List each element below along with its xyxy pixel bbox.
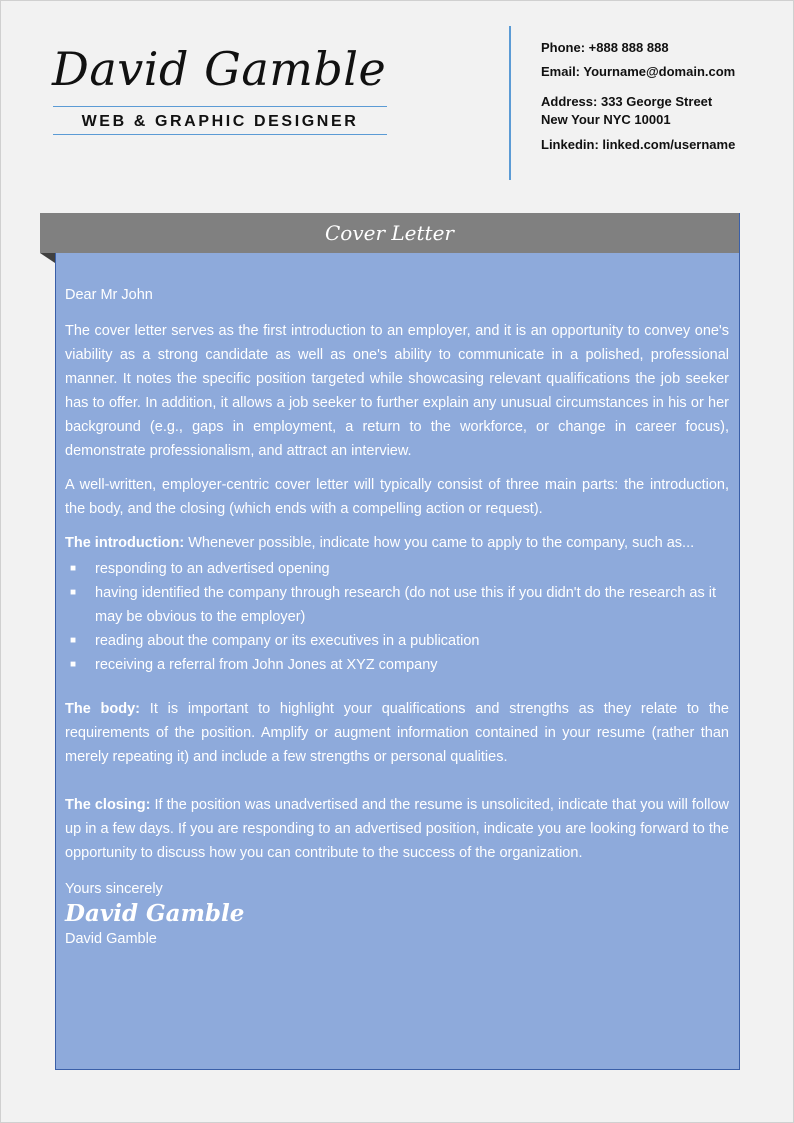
paragraph-structure: A well-written, employer-centric cover letter will typically consist of three main parts: the introduction, the body, and the closing (which ends with a compelling action or request). — [65, 477, 729, 517]
paragraph-closing — [65, 793, 729, 865]
introduction-text: Whenever possible, indicate how you came to apply to the company, such as... — [184, 535, 695, 551]
list-item-text: responding to an advertised opening — [95, 561, 330, 577]
introduction-label: The introduction: — [65, 535, 185, 551]
closing-text: If the position was unadvertised and the resume is unsolicited, indicate that you will follow up in a few days. If you are responding to an advertised position, indicate you are looking forward to the opportunity to discuss how you can contribute to the success of the organization. — [65, 797, 729, 861]
section-title: Cover Letter — [325, 221, 454, 245]
contact-phone: Phone: +888 888 888 — [541, 40, 669, 55]
list-item-text: receiving a referral from John Jones at XYZ company — [95, 657, 438, 673]
list-item — [65, 629, 729, 653]
signer-name: David Gamble — [65, 931, 157, 947]
title-rule-bottom — [53, 134, 387, 135]
header-divider — [509, 26, 511, 180]
square-bullet-icon: ■ — [70, 659, 77, 670]
sign-off: Yours sincerely — [65, 881, 163, 897]
list-item — [65, 557, 729, 581]
title-rule-top — [53, 106, 387, 107]
list-item — [65, 581, 729, 629]
paragraph-body — [65, 697, 729, 769]
greeting: Dear Mr John — [65, 287, 153, 303]
signature: David Gamble — [65, 900, 245, 927]
contact-address-line2: New Your NYC 10001 — [541, 112, 671, 127]
paragraph-introduction — [65, 531, 729, 555]
ribbon-fold — [40, 253, 55, 263]
square-bullet-icon: ■ — [70, 587, 77, 598]
square-bullet-icon: ■ — [70, 635, 77, 646]
introduction-bullet-list — [65, 557, 729, 677]
job-title: WEB & GRAPHIC DESIGNER — [81, 113, 359, 130]
letter-panel-header — [40, 213, 740, 253]
closing-label: The closing: — [65, 797, 151, 813]
contact-linkedin: Linkedin: linked.com/username — [541, 137, 736, 152]
letter-body — [65, 283, 729, 949]
contact-email: Email: Yourname@domain.com — [541, 64, 736, 79]
paragraph-intro-purpose: The cover letter serves as the first introduction to an employer, and it is an opportunity to convey one's viability as a strong candidate as well as one's ability to communicate in a polished, professional manner. It notes the specific position targeted while showcasing relevant qualifications the job seeker has to offer. In addition, it allows a job seeker to further explain any unusual circumstances in his or her background (e.g., gaps in employment, a return to the workforce, or change in career focus), demonstrate professionalism, and attract an interview. — [65, 323, 729, 459]
body-text: It is important to highlight your qualifications and strengths as they relate to the requirements of the position. Amplify or augment information contained in your resume (rather than merely repeating it) and include a few strengths or personal qualities. — [65, 701, 729, 765]
square-bullet-icon: ■ — [70, 563, 77, 574]
applicant-name: David Gamble — [52, 42, 387, 96]
list-item-text: reading about the company or its executives in a publication — [95, 633, 480, 649]
list-item-text: having identified the company through research (do not use this if you didn't do the research as it may be obvious to the employer) — [95, 585, 717, 625]
contact-address-line1: Address: 333 George Street — [541, 94, 713, 109]
body-label: The body: — [65, 701, 141, 717]
contact-address — [541, 93, 712, 129]
list-item — [65, 653, 729, 677]
